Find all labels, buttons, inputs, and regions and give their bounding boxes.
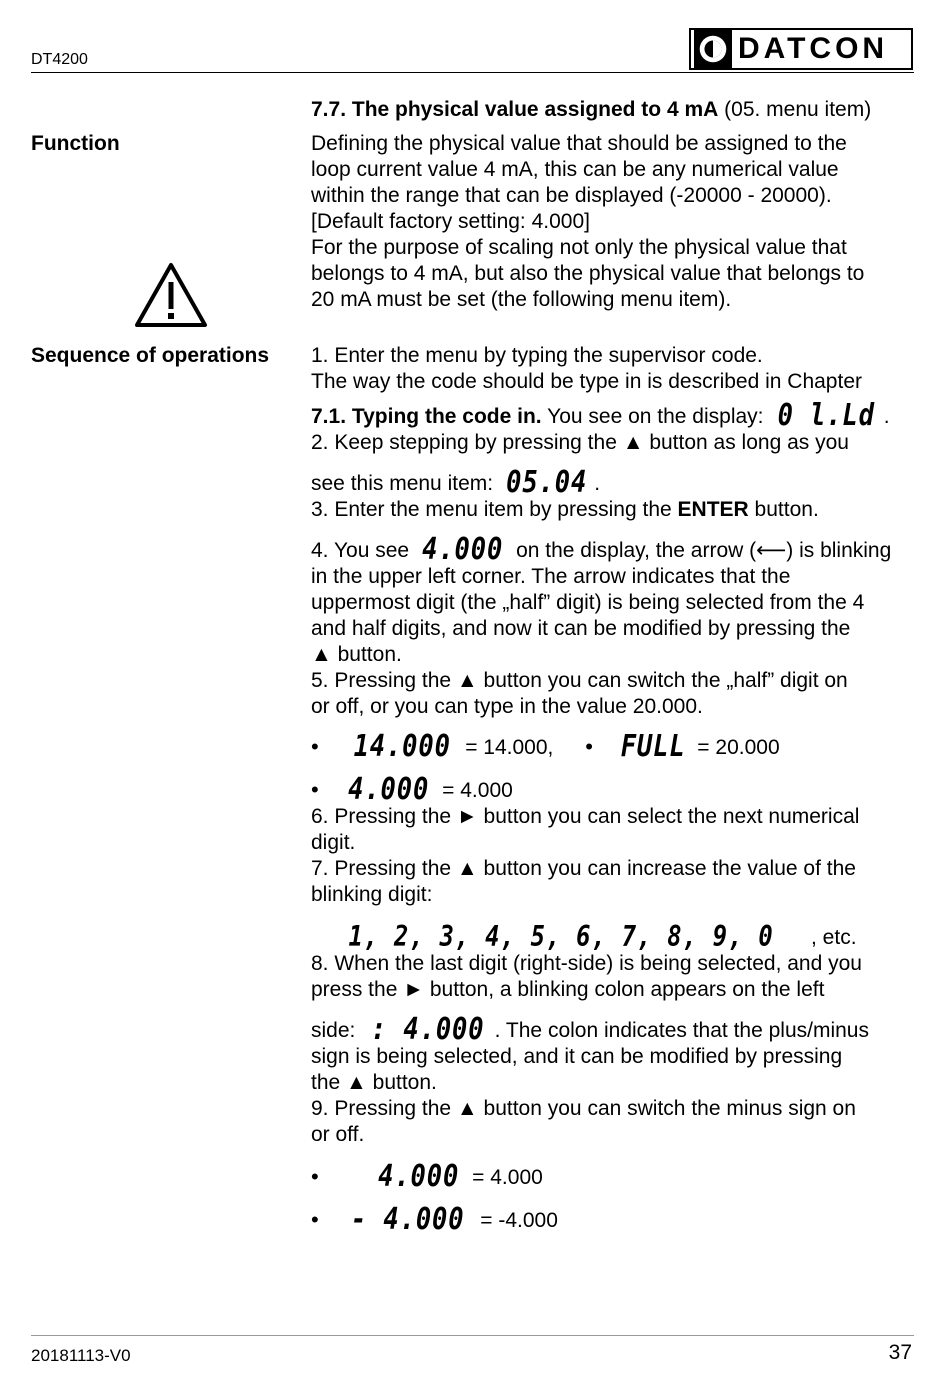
page-number: 37	[888, 1341, 912, 1364]
step-9-line: or off.	[311, 1123, 365, 1146]
display-colon-4000: : 4.000	[371, 1012, 485, 1047]
step-1-line: 1. Enter the menu by typing the supervisor code.	[311, 344, 763, 367]
step-3-line	[311, 497, 926, 523]
bullet-row	[311, 772, 926, 807]
digits-row	[311, 920, 926, 953]
bullet-row	[311, 729, 926, 764]
step-2-line: see this menu item: 05.04 .	[311, 465, 601, 500]
function-line: [Default factory setting: 4.000]	[311, 210, 590, 233]
function-line: Defining the physical value that should be assigned to the	[311, 132, 847, 155]
step-4-text: on the display, the arrow (⟵) is blinking	[510, 539, 892, 562]
bullet-icon: •	[311, 1164, 319, 1189]
step-4-line	[311, 532, 926, 567]
footer-rule	[31, 1335, 914, 1336]
step-7-line: blinking digit:	[311, 883, 433, 906]
value-eq: = 14.000,	[459, 736, 554, 759]
function-line: within the range that can be displayed (-20000 - 20000).	[311, 184, 832, 207]
function-label: Function	[31, 132, 120, 155]
enter-keyword: ENTER	[677, 498, 749, 521]
digits-etc: , etc.	[811, 926, 857, 949]
sequence-steps	[311, 343, 926, 1237]
section-menu-ref: (05. menu item)	[718, 98, 872, 121]
step-4-line: in the upper left corner. The arrow indicates that the	[311, 565, 791, 588]
display-minus-4000: - 4.000	[351, 1202, 465, 1237]
section-number-title: 7.7. The physical value assigned to 4 mA	[311, 98, 719, 121]
step-4-line: ▲ button.	[311, 643, 402, 666]
step-3-text: 3. Enter the menu item by pressing the	[311, 498, 678, 521]
function-description	[311, 131, 926, 313]
step-7-line: 7. Pressing the ▲ button you can increase the value of the	[311, 857, 856, 880]
bullet-icon: •	[311, 1207, 319, 1232]
step-8-line	[311, 1012, 926, 1047]
step-4-line: uppermost digit (the „half” digit) is being selected from the 4	[311, 591, 865, 614]
step-8-line: the ▲ button.	[311, 1071, 437, 1094]
bullet-icon: •	[585, 734, 593, 759]
bullet-icon: •	[311, 777, 319, 802]
step-8-line: 8. When the last digit (right-side) is being selected, and you	[311, 952, 862, 975]
step-5-line: 5. Pressing the ▲ button you can switch the „half” digit on	[311, 669, 848, 692]
display-full: FULL	[620, 729, 686, 764]
step-8-line: sign is being selected, and it can be modified by pressing	[311, 1045, 843, 1068]
function-line: belongs to 4 mA, but also the physical value that belongs to	[311, 262, 865, 285]
value-eq: = 4.000	[466, 1166, 543, 1189]
step-6-line: digit.	[311, 831, 356, 854]
step-9-line: 9. Pressing the ▲ button you can switch the minus sign on	[311, 1097, 856, 1120]
step-1-text: You see on the display:	[541, 405, 770, 428]
bullet-row	[311, 1202, 926, 1237]
value-eq: = 20.000	[691, 736, 780, 759]
step-2-line: 2. Keep stepping by pressing the ▲ button as long as you	[311, 431, 849, 454]
bullet-icon: •	[311, 734, 319, 759]
step-8-text: . The colon indicates that the plus/minus	[494, 1019, 869, 1042]
step-4-line: and half digits, and now it can be modified by pressing the	[311, 617, 851, 640]
step-4-text: 4. You see	[311, 539, 415, 562]
header-rule	[31, 72, 914, 73]
function-line: For the purpose of scaling not only the physical value that	[311, 236, 847, 259]
display-14000: 14.000	[353, 729, 451, 764]
display-code-old: 0 l.Ld	[777, 398, 876, 433]
step-6-line: 6. Pressing the ► button you can select the next numerical	[311, 805, 860, 828]
document-id: DT4200	[31, 51, 88, 68]
bullet-row	[311, 1159, 926, 1194]
step-3-text: button.	[748, 498, 819, 521]
value-eq: = -4.000	[474, 1209, 558, 1232]
step-1-line: 7.1. Typing the code in. You see on the display: 0 l.Ld .	[311, 398, 890, 433]
sequence-label: Sequence of operations	[31, 344, 270, 367]
logo-text: DATCON	[738, 32, 889, 65]
display-4000: 4.000	[378, 1159, 460, 1194]
display-4000: 4.000	[422, 532, 504, 567]
datcon-logo	[689, 28, 913, 70]
section-title	[311, 97, 926, 123]
warning-icon	[134, 262, 208, 328]
display-menu-item: 05.04	[506, 465, 588, 500]
revision-code: 20181113-V0	[31, 1346, 131, 1365]
step-1-line: The way the code should be type in is described in Chapter	[311, 370, 862, 393]
chapter-ref: 7.1. Typing the code in.	[311, 405, 542, 428]
function-line: loop current value 4 mA, this can be any numerical value	[311, 158, 839, 181]
step-8-line: press the ► button, a blinking colon appears on the left	[311, 978, 825, 1001]
display-4000: 4.000	[348, 772, 430, 807]
value-eq: = 4.000	[436, 779, 513, 802]
step-2-text: see this menu item:	[311, 472, 499, 495]
function-line: 20 mA must be set (the following menu item).	[311, 288, 732, 311]
datcon-logo-icon	[694, 30, 732, 68]
display-digits: 1, 2, 3, 4, 5, 6, 7, 8, 9, 0	[348, 920, 774, 953]
step-8-text: side:	[311, 1019, 362, 1042]
step-5-line: or off, or you can type in the value 20.000.	[311, 695, 703, 718]
